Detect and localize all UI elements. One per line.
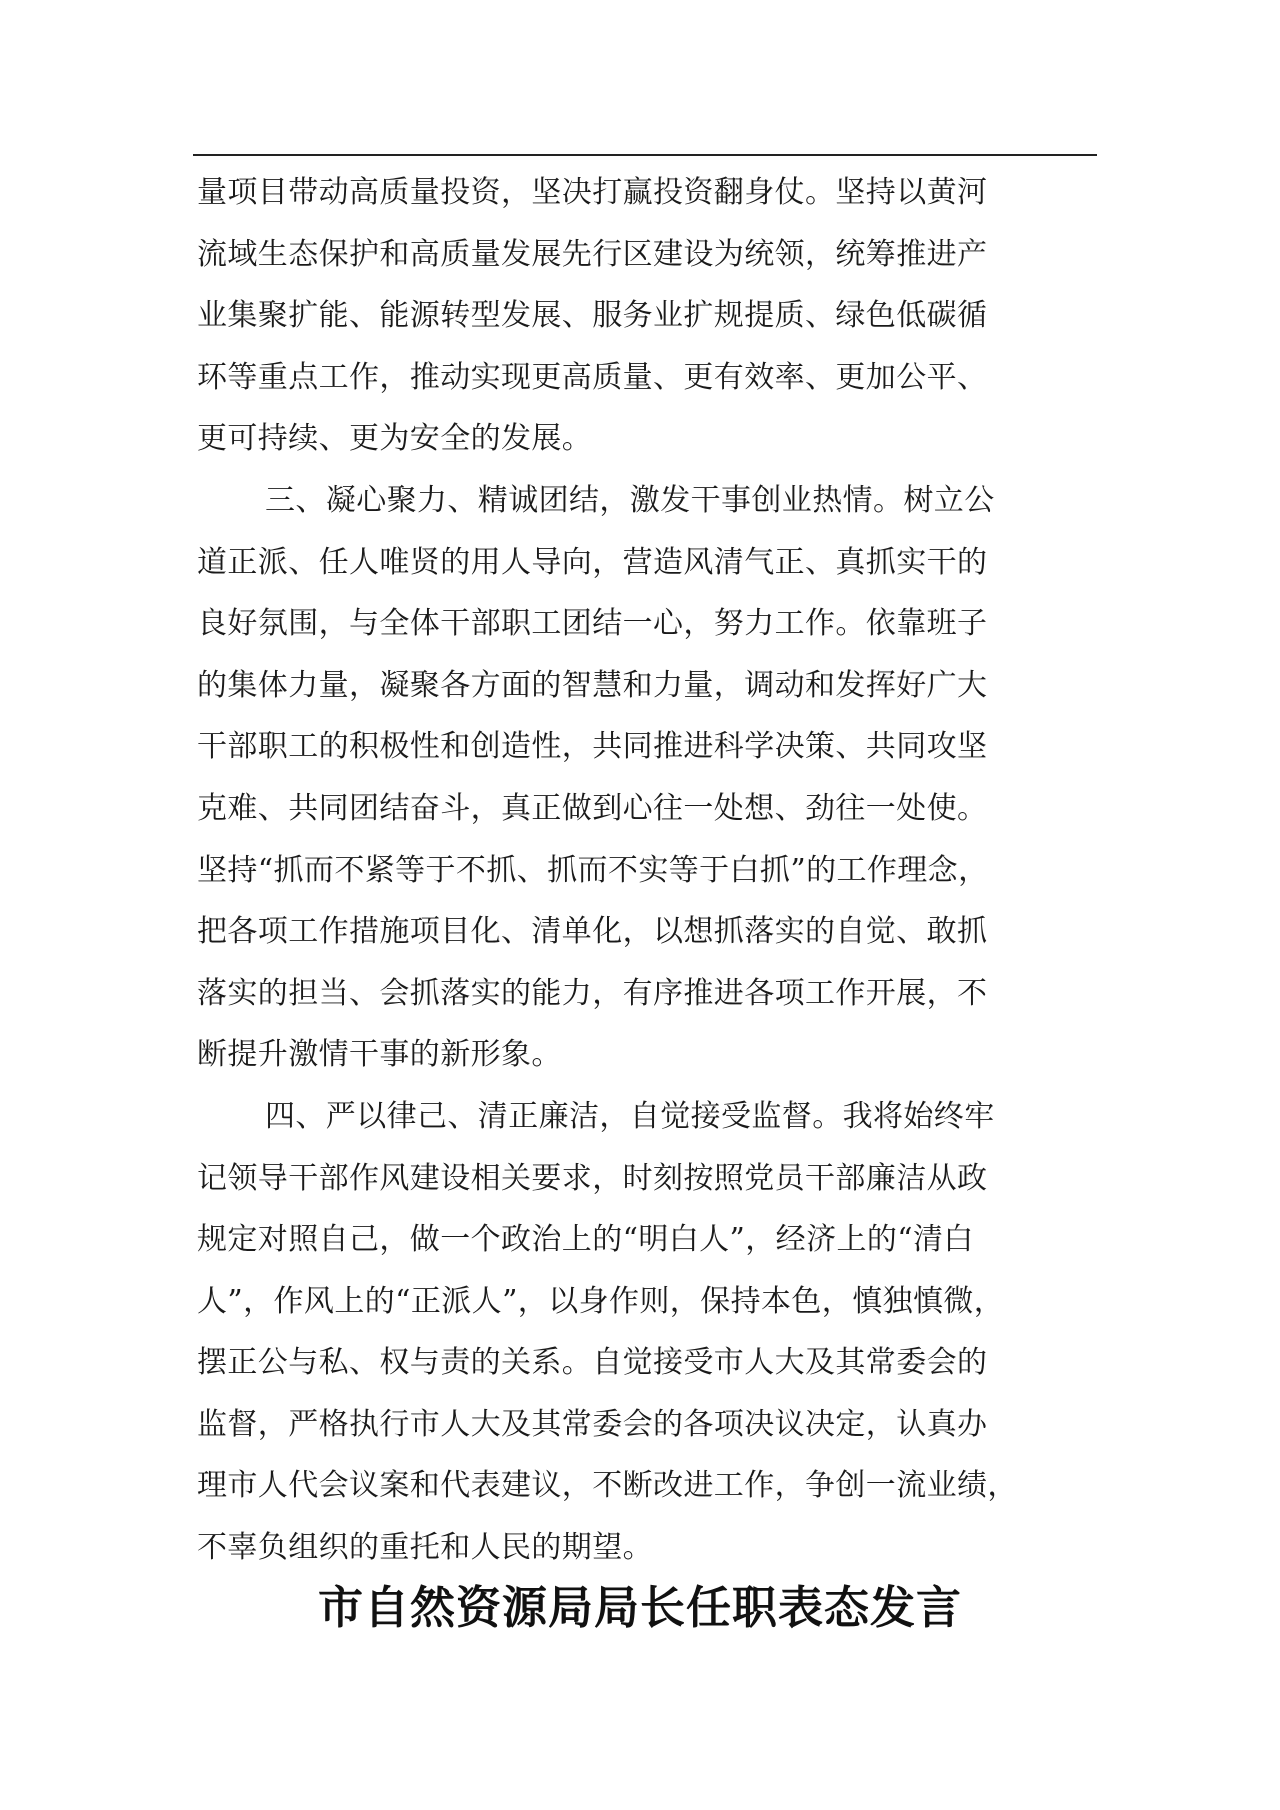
text-line: 人”，作风上的“正派人”，以身作则，保持本色，慎独慎微， [197,1283,1005,1319]
text-line: 坚持“抓而不紧等于不抓、抓而不实等于白抓”的工作理念， [197,852,989,888]
text-line: 良好氛围，与全体干部职工团结一心，努力工作。依靠班子 [197,606,988,642]
text-line: 规定对照自己，做一个政治上的“明白人”，经济上的“清白 [197,1222,974,1258]
text-line: 断提升激情干事的新形象。 [197,1037,562,1073]
paragraph-four-start: 四、严以律己、清正廉洁，自觉接受监督。我将始终牢 [265,1098,995,1134]
next-article-title: 市自然资源局局长任职表态发言 [317,1581,962,1634]
text-line: 不辜负组织的重托和人民的期望。 [197,1530,653,1566]
text-line: 更可持续、更为安全的发展。 [197,421,593,457]
text-line: 流域生态保护和高质量发展先行区建设为统领，统筹推进产 [197,236,988,272]
text-line: 落实的担当、会抓落实的能力，有序推进各项工作开展，不 [197,975,988,1011]
text-line: 业集聚扩能、能源转型发展、服务业扩规提质、绿色低碳循 [197,298,988,334]
text-line: 记领导干部作风建设相关要求，时刻按照党员干部廉洁从政 [197,1160,988,1196]
document-body [197,162,1087,1579]
text-line: 的集体力量，凝聚各方面的智慧和力量，调动和发挥好广大 [197,667,988,703]
text-line: 干部职工的积极性和创造性，共同推进科学决策、共同攻坚 [197,729,988,765]
text-line: 理市人代会议案和代表建议，不断改进工作，争创一流业绩， [197,1468,1018,1504]
text-line: 环等重点工作，推动实现更高质量、更有效率、更加公平、 [197,359,988,395]
text-line: 监督，严格执行市人大及其常委会的各项决议决定，认真办 [197,1406,988,1442]
text-line: 克难、共同团结奋斗，真正做到心往一处想、劲往一处使。 [197,790,988,826]
header-divider [193,154,1097,156]
paragraph-three-start: 三、凝心聚力、精诚团结，激发干事创业热情。树立公 [265,482,995,518]
text-line: 量项目带动高质量投资，坚决打赢投资翻身仗。坚持以黄河 [197,175,988,210]
text-line: 摆正公与私、权与责的关系。自觉接受市人大及其常委会的 [197,1345,988,1381]
text-line: 道正派、任人唯贤的用人导向，营造风清气正、真抓实干的 [197,544,988,580]
text-line: 把各项工作措施项目化、清单化，以想抓落实的自觉、敢抓 [197,914,988,950]
